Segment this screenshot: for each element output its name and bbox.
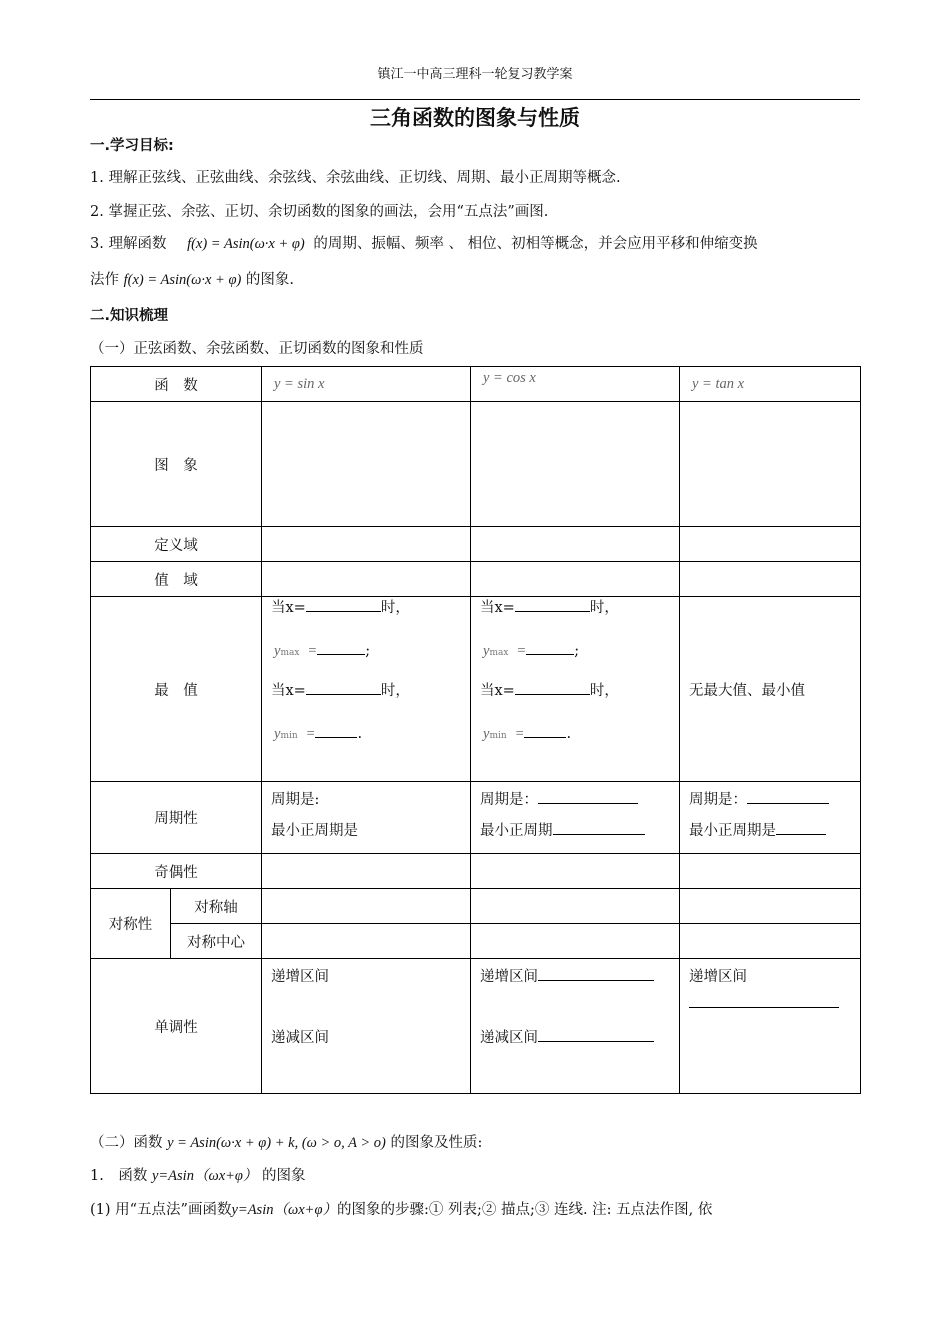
shi-label: 时， [380,683,410,699]
sin-max-when [271,601,470,616]
blank[interactable] [776,833,826,835]
min-subscript: min [280,730,298,741]
goal-3-text-c: 法作 [90,272,119,288]
y-symbol: y [483,642,490,659]
item1-formula: y=Asin（ωx+φ） [151,1168,258,1184]
min-period-label: 最小正周期 [480,823,553,839]
item-1 [90,1164,306,1185]
label-parity: 奇偶性 [91,854,262,889]
cos-ymax [480,644,679,659]
monotone-cos-cell [471,959,680,1094]
blank[interactable] [553,833,645,835]
item2-text-a: (1) 用“五点法”画函数 [90,1202,232,1218]
row-period [91,782,861,854]
item-2 [90,1198,712,1219]
blank[interactable] [306,693,381,695]
label-graph: 图 象 [91,402,262,527]
domain-tan-cell[interactable] [680,527,861,562]
label-function: 函 数 [91,367,262,402]
row-parity [91,854,861,889]
axis-sin-cell[interactable] [262,889,471,924]
cos-ymin [480,727,679,742]
formula-f: f(x) = Asin(ω·x + φ) [187,236,305,252]
max-subscript: max [489,647,509,658]
row-domain [91,527,861,562]
goal-2: 2. 掌握正弦、余弦、正切、余切函数的图象的画法，会用“五点法”画图. [90,204,549,220]
formula-f-2: f(x) = Asin(ω·x + φ) [123,272,242,288]
blank[interactable] [315,736,357,738]
min-subscript: min [489,730,507,741]
section-1-heading: 一.学习目标: [90,138,174,154]
tan-period [689,788,860,809]
blank[interactable] [317,653,365,655]
blank[interactable] [689,1006,839,1008]
y-symbol: y [483,725,490,742]
extreme-tan-cell: 无最大值、最小值 [680,597,861,782]
row-range [91,562,861,597]
row-function [91,367,861,402]
sub2-text-b: 的图象及性质: [390,1135,483,1151]
parity-tan-cell[interactable] [680,854,861,889]
trig-properties-table [90,366,861,1094]
row-graph [91,402,861,527]
cos-min-when [480,684,679,699]
y-symbol: y [274,725,281,742]
inc-label: 递增区间 [480,969,538,985]
blank[interactable] [538,1040,654,1042]
goal-3 [90,232,758,253]
blank[interactable] [538,802,638,804]
when-x-label: 当x= [271,600,306,616]
range-tan-cell[interactable] [680,562,861,597]
row-symmetry-axis [91,889,861,924]
axis-cos-cell[interactable] [471,889,680,924]
label-range: 值 域 [91,562,262,597]
semicolon: ; [574,642,580,659]
row-extreme [91,597,861,782]
period-label: 周期是： [480,792,538,808]
page-title: 三角函数的图象与性质 [370,106,580,130]
range-sin-cell[interactable] [262,562,471,597]
page-header: 镇江一中高三理科一轮复习教学案 [377,67,573,82]
when-x-label: 当x= [480,683,515,699]
graph-sin-cell[interactable] [262,402,471,527]
cell-y-sin [262,367,471,402]
sin-dec: 递减区间 [271,1030,329,1046]
eq-sign: = [305,725,316,742]
period-tan-cell [680,782,861,854]
label-domain: 定义域 [91,527,262,562]
domain-sin-cell[interactable] [262,527,471,562]
eq-sign: = [307,642,318,659]
sin-period: 周期是: [271,792,320,808]
y-tan: y = tan x [692,375,745,392]
cos-period [480,788,679,809]
when-x-label: 当x= [480,600,515,616]
parity-sin-cell[interactable] [262,854,471,889]
label-extreme: 最 值 [91,597,262,782]
subsection-1-title: （一）正弦函数、余弦函数、正切函数的图象和性质 [90,341,424,357]
item1-text-b: 的图象 [262,1168,306,1184]
blank[interactable] [306,610,381,612]
goal-3-text-d: 的图象. [245,272,295,288]
axis-tan-cell[interactable] [680,889,861,924]
sub2-text-a: （二）函数 [90,1135,163,1151]
when-x-label: 当x= [271,683,306,699]
blank[interactable] [515,610,590,612]
item1-text-a: 1. 函数 [90,1168,148,1184]
tan-min-period [689,819,860,840]
item2-formula: y=Asin（ωx+φ） [231,1202,337,1218]
blank[interactable] [747,802,829,804]
label-center: 对称中心 [171,924,262,959]
label-monotone: 单调性 [91,959,262,1094]
sin-min-period: 最小正周期是 [271,823,358,839]
label-symmetry: 对称性 [91,889,171,959]
row-monotone [91,959,861,1094]
period-label: 周期是： [689,792,747,808]
center-cos-cell[interactable] [471,924,680,959]
blank[interactable] [515,693,590,695]
center-sin-cell[interactable] [262,924,471,959]
tan-inc: 递增区间 [689,969,747,985]
min-period-label: 最小正周期是 [689,823,776,839]
sin-min-when [271,684,470,699]
extreme-cos-cell [471,597,680,782]
shi-label: 时， [589,600,619,616]
range-cos-cell[interactable] [471,562,680,597]
monotone-sin-cell [262,959,471,1094]
sin-ymax [271,644,470,659]
period-sin-cell [262,782,471,854]
blank[interactable] [524,736,566,738]
cell-y-cos [471,367,680,402]
goal-3-text-b: 的周期、振幅、频率 、 相位、初相等概念，并会应用平移和伸缩变换 [313,236,758,252]
blank[interactable] [526,653,574,655]
formula-k: y = Asin(ω·x + φ) + k, (ω > o, A > o) [167,1135,386,1151]
cos-inc [480,965,679,986]
section-2-heading: 二.知识梳理 [90,308,169,324]
center-tan-cell[interactable] [680,924,861,959]
max-subscript: max [280,647,300,658]
eq-sign: = [514,725,525,742]
cos-min-period [480,819,679,840]
semicolon: ; [365,642,371,659]
extreme-sin-cell [262,597,471,782]
sin-inc: 递增区间 [271,969,329,985]
monotone-tan-cell [680,959,861,1094]
parity-cos-cell[interactable] [471,854,680,889]
header-rule [90,99,860,100]
period-dot: . [566,725,572,742]
period-dot: . [357,725,363,742]
shi-label: 时， [380,600,410,616]
graph-tan-cell[interactable] [680,402,861,527]
shi-label: 时， [589,683,619,699]
item2-text-b: 的图象的步骤:① 列表;② 描点;③ 连线. 注: 五点法作图, 依 [336,1202,713,1218]
row-symmetry-center [91,924,861,959]
goal-3-cont [90,268,294,289]
subsection-2-title [90,1131,482,1152]
label-axis: 对称轴 [171,889,262,924]
cos-dec [480,1026,679,1047]
graph-cos-cell[interactable] [471,402,680,527]
y-symbol: y [274,642,281,659]
dec-label: 递减区间 [480,1030,538,1046]
goal-3-text-a: 3. 理解函数 [90,236,167,252]
sin-ymin [271,727,470,742]
eq-sign: = [516,642,527,659]
blank[interactable] [538,979,654,981]
y-cos: y = cos x [483,370,536,386]
tan-inc-blank [689,996,860,1012]
cell-y-tan [680,367,861,402]
domain-cos-cell[interactable] [471,527,680,562]
y-sin: y = sin x [274,375,325,392]
goal-1: 1. 理解正弦线、正弦曲线、余弦线、余弦曲线、正切线、周期、最小正周期等概念. [90,170,621,186]
cos-max-when [480,601,679,616]
label-period: 周期性 [91,782,262,854]
period-cos-cell [471,782,680,854]
